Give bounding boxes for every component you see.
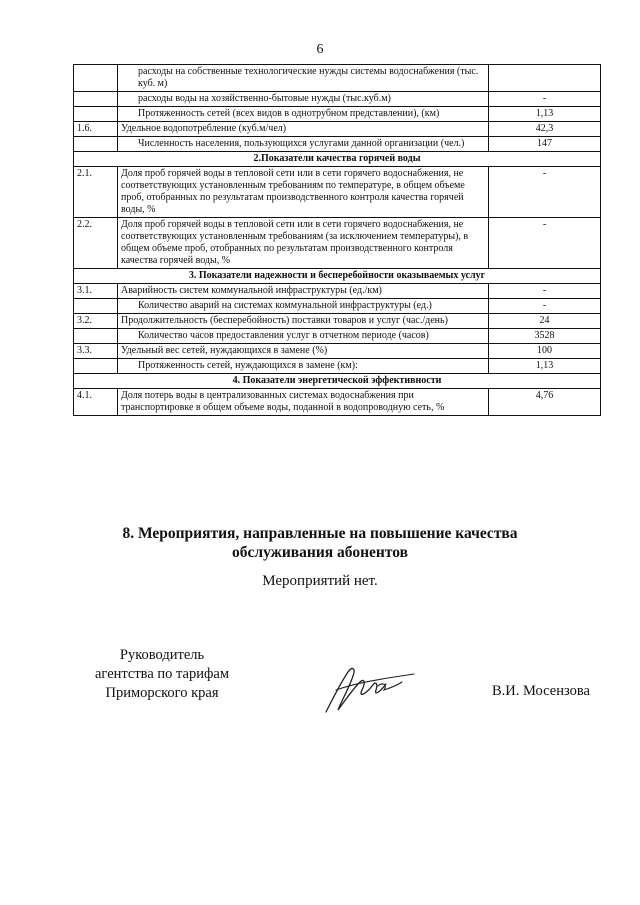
- table-row: [74, 65, 601, 92]
- table-row: [74, 284, 601, 299]
- section-header: 3. Показатели надежности и бесперебойности оказываемых услуг: [74, 269, 601, 284]
- indicator-value: 3528: [489, 329, 601, 344]
- table-row: [74, 359, 601, 374]
- row-number: 3.3.: [74, 344, 118, 359]
- table-row: [74, 329, 601, 344]
- indicator-value: 147: [489, 137, 601, 152]
- indicator-value: [489, 65, 601, 92]
- table-row: [74, 137, 601, 152]
- row-number: 2.1.: [74, 167, 118, 218]
- indicator-value: -: [489, 167, 601, 218]
- table-row: [74, 314, 601, 329]
- section-header-row: [74, 269, 601, 284]
- section-header: 2.Показатели качества горячей воды: [74, 152, 601, 167]
- table-row: [74, 107, 601, 122]
- row-number: [74, 92, 118, 107]
- table-row: [74, 344, 601, 359]
- signer-name: В.И. Мосензова: [492, 683, 590, 699]
- section-header: 4. Показатели энергетической эффективности: [74, 374, 601, 389]
- indicator-value: 24: [489, 314, 601, 329]
- signer-title-line3: Приморского края: [105, 685, 219, 701]
- indicator-name: Доля потерь воды в централизованных системах водоснабжения при транспортировке в общем объеме воды, поданной в водопроводную сеть, %: [118, 389, 489, 416]
- page-number: 6: [316, 42, 324, 57]
- indicator-value: 4,76: [489, 389, 601, 416]
- indicator-name: Протяженность сетей, нуждающихся в замене (км):: [118, 359, 489, 374]
- row-number: 2.2.: [74, 218, 118, 269]
- section-8-heading: [0, 524, 640, 562]
- indicator-value: 1,13: [489, 359, 601, 374]
- indicator-name: Аварийность систем коммунальной инфраструктуры (ед./км): [118, 284, 489, 299]
- section-header-row: [74, 152, 601, 167]
- section-8-heading-line2: обслуживания абонентов: [232, 544, 408, 561]
- indicator-value: 1,13: [489, 107, 601, 122]
- indicator-name: Численность населения, пользующихся услугами данной организации (чел.): [118, 137, 489, 152]
- table-row: [74, 122, 601, 137]
- handwritten-signature-icon: [318, 660, 428, 720]
- table-row: [74, 299, 601, 314]
- indicator-name: расходы на собственные технологические нужды системы водоснабжения (тыс. куб. м): [118, 65, 489, 92]
- row-number: [74, 359, 118, 374]
- indicator-value: 100: [489, 344, 601, 359]
- signer-title-line2: агентства по тарифам: [95, 666, 229, 682]
- indicator-name: Доля проб горячей воды в тепловой сети или в сети горячего водоснабжения, не соответствующих установленным требованиям по температуре, в общем объеме проб, отобранных по результатам производственного контроля качества горячей воды, %: [118, 167, 489, 218]
- row-number: [74, 329, 118, 344]
- row-number: 1.6.: [74, 122, 118, 137]
- indicator-name: Количество аварий на системах коммунальной инфраструктуры (ед.): [118, 299, 489, 314]
- indicator-name: Количество часов предоставления услуг в отчетном периоде (часов): [118, 329, 489, 344]
- indicators-table: [73, 64, 601, 416]
- table-row: [74, 92, 601, 107]
- section-header-row: [74, 374, 601, 389]
- signer-title: [76, 646, 248, 703]
- row-number: [74, 107, 118, 122]
- row-number: 3.2.: [74, 314, 118, 329]
- indicator-name: Удельное водопотребление (куб.м/чел): [118, 122, 489, 137]
- section-8-heading-line1: 8. Мероприятия, направленные на повышение качества: [122, 525, 518, 542]
- table-row: [74, 389, 601, 416]
- indicator-name: Продолжительность (бесперебойность) поставки товаров и услуг (час./день): [118, 314, 489, 329]
- row-number: [74, 137, 118, 152]
- indicator-name: Протяженность сетей (всех видов в однотрубном представлении), (км): [118, 107, 489, 122]
- indicator-value: -: [489, 218, 601, 269]
- row-number: 4.1.: [74, 389, 118, 416]
- indicator-value: -: [489, 299, 601, 314]
- row-number: 3.1.: [74, 284, 118, 299]
- indicator-value: -: [489, 92, 601, 107]
- indicator-name: Удельный вес сетей, нуждающихся в замене (%): [118, 344, 489, 359]
- row-number: [74, 65, 118, 92]
- indicator-value: -: [489, 284, 601, 299]
- signer-title-line1: Руководитель: [119, 647, 205, 663]
- table-row: [74, 167, 601, 218]
- table-row: [74, 218, 601, 269]
- indicator-value: 42,3: [489, 122, 601, 137]
- no-measures-text: Мероприятий нет.: [262, 573, 378, 589]
- indicator-name: расходы воды на хозяйственно-бытовые нужды (тыс.куб.м): [118, 92, 489, 107]
- row-number: [74, 299, 118, 314]
- indicator-name: Доля проб горячей воды в тепловой сети или в сети горячего водоснабжения, не соответствующих установленным требованиям (за исключением температуры), в общем объеме проб, отобранных по результатам производственного контроля качества горячей воды, %: [118, 218, 489, 269]
